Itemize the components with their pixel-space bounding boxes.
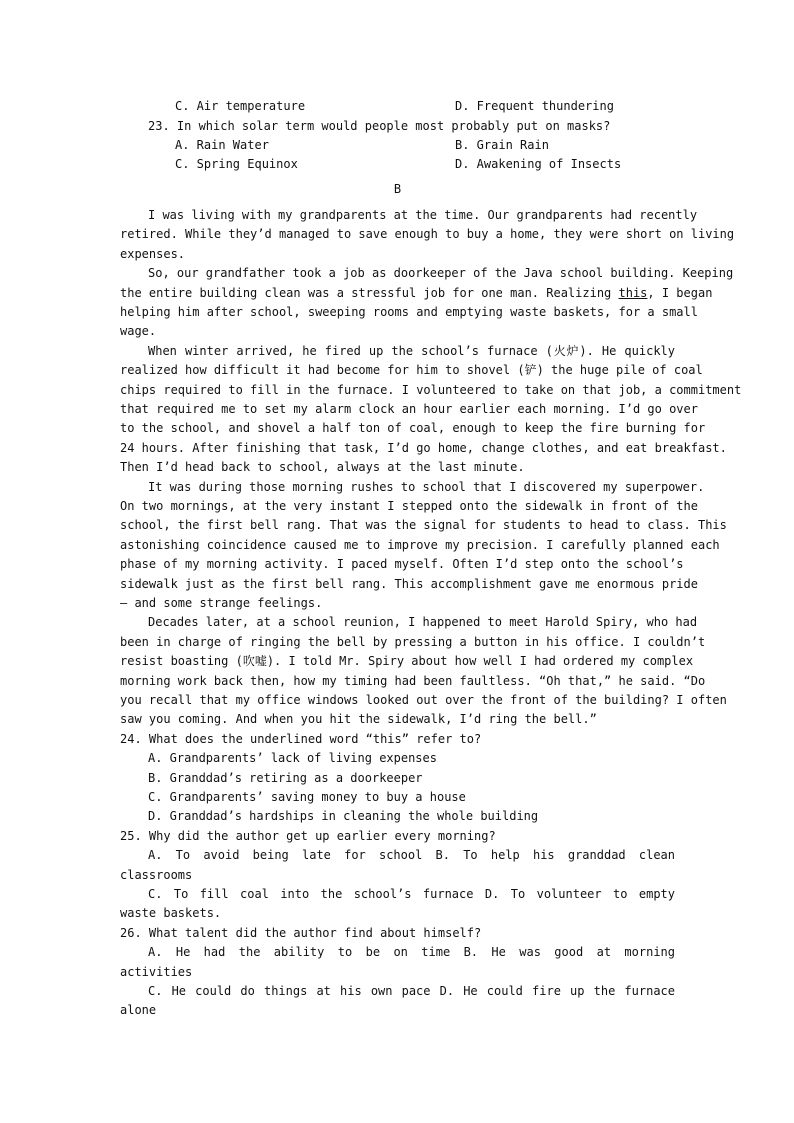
- question-26: 26. What talent did the author find about himself?: [120, 925, 482, 940]
- option-c: C. Spring Equinox: [175, 157, 298, 171]
- paragraph-line: phase of my morning activity. I paced myself. Often I’d step onto the school’s: [120, 557, 684, 572]
- underlined-word: this: [618, 285, 648, 300]
- option-a: A. Rain Water: [175, 138, 269, 152]
- paragraph-line: I was living with my grandparents at the time. Our grandparents had recently: [148, 208, 698, 222]
- paragraph-line: — and some strange feelings.: [120, 596, 323, 610]
- paragraph-line: So, our grandfather took a job as doorkeeper of the Java school building. Keeping: [148, 266, 734, 281]
- paragraph-line: [120, 284, 713, 303]
- q25-options-row-1-cont: classrooms: [120, 867, 193, 882]
- paragraph-line: helping him after school, sweeping rooms and emptying waste baskets, for a small: [120, 305, 698, 319]
- option-d: D. Awakening of Insects: [455, 157, 622, 171]
- line-text: , I began: [647, 285, 713, 300]
- paragraph-line: that required me to set my alarm clock an hour earlier each morning. I’d go over: [120, 402, 698, 416]
- paragraph-line: Decades later, at a school reunion, I happened to meet Harold Spiry, who had: [148, 615, 698, 630]
- paragraph-line: morning work back then, how my timing had been faultless. “Oh that,” he said. “Do: [120, 673, 706, 688]
- paragraph-line: to the school, and shovel a half ton of coal, enough to keep the fire burning for: [120, 421, 706, 436]
- paragraph-line: expenses.: [120, 246, 186, 261]
- paragraph-line: school, the first bell rang. That was the signal for students to head to class. This: [120, 518, 727, 533]
- question-25: 25. Why did the author get up earlier every morning?: [120, 828, 496, 843]
- paragraph-line: resist boasting (吹嘘). I told Mr. Spiry about how well I had ordered my complex: [120, 654, 694, 669]
- paragraph-line: saw you coming. And when you hit the sidewalk, I’d ring the bell.”: [120, 712, 597, 727]
- option-a: A. Grandparents’ lack of living expenses: [148, 751, 437, 766]
- paragraph-line: chips required to fill in the furnace. I volunteered to take on that job, a commitment: [120, 382, 742, 397]
- question-23: 23. In which solar term would people most probably put on masks?: [148, 118, 611, 133]
- option-b: B. Grain Rain: [455, 138, 549, 152]
- paragraph-line: realized how difficult it had become for him to shovel (铲) the huge pile of coal: [120, 363, 703, 378]
- q23-options-row-1: [120, 136, 675, 155]
- q25-options-row-2-cont: waste baskets.: [120, 906, 222, 921]
- option-b: B. Granddad’s retiring as a doorkeeper: [148, 770, 423, 785]
- q26-options-row-1: A. He had the ability to be on time B. He was good at morning: [148, 945, 675, 960]
- option-c: C. Air temperature: [175, 99, 306, 113]
- line-text: the entire building clean was a stressful job for one man. Realizing: [120, 285, 619, 300]
- paragraph-line: wage.: [120, 324, 157, 339]
- q22-options-row: [120, 97, 675, 116]
- q26-options-row-2-cont: alone: [120, 1003, 157, 1018]
- paragraph-line: been in charge of ringing the bell by pressing a button in his office. I couldn’t: [120, 634, 706, 649]
- paragraph-line: It was during those morning rushes to school that I discovered my superpower.: [148, 479, 705, 494]
- option-c: C. Grandparents’ saving money to buy a house: [148, 790, 466, 804]
- section-heading: B: [393, 182, 402, 196]
- paragraph-line: On two mornings, at the very instant I stepped onto the sidewalk in front of the: [120, 499, 698, 513]
- option-d: D. Frequent thundering: [455, 99, 614, 113]
- q26-options-row-1-cont: activities: [120, 964, 193, 979]
- option-d: D. Granddad’s hardships in cleaning the whole building: [148, 809, 539, 824]
- paragraph-line: retired. While they’d managed to save enough to buy a home, they were short on living: [120, 227, 735, 242]
- paragraph-line: When winter arrived, he fired up the school’s furnace (火炉). He quickly: [148, 343, 675, 358]
- q26-options-row-2: C. He could do things at his own pace D. He could fire up the furnace: [148, 984, 675, 998]
- paragraph-line: 24 hours. After finishing that task, I’d go home, change clothes, and eat breakfast.: [120, 440, 727, 455]
- q23-options-row-2: [120, 155, 675, 174]
- q25-options-row-1: A. To avoid being late for school B. To help his granddad clean: [148, 848, 675, 863]
- paragraph-line: you recall that my office windows looked out over the front of the building? I often: [120, 693, 727, 707]
- paragraph-line: sidewalk just as the first bell rang. This accomplishment gave me enormous pride: [120, 576, 698, 591]
- q25-options-row-2: C. To fill coal into the school’s furnace D. To volunteer to empty: [148, 887, 675, 901]
- question-24: 24. What does the underlined word “this” refer to?: [120, 731, 482, 746]
- paragraph-line: Then I’d head back to school, always at the last minute.: [120, 460, 525, 475]
- paragraph-line: astonishing coincidence caused me to improve my precision. I carefully planned each: [120, 537, 720, 552]
